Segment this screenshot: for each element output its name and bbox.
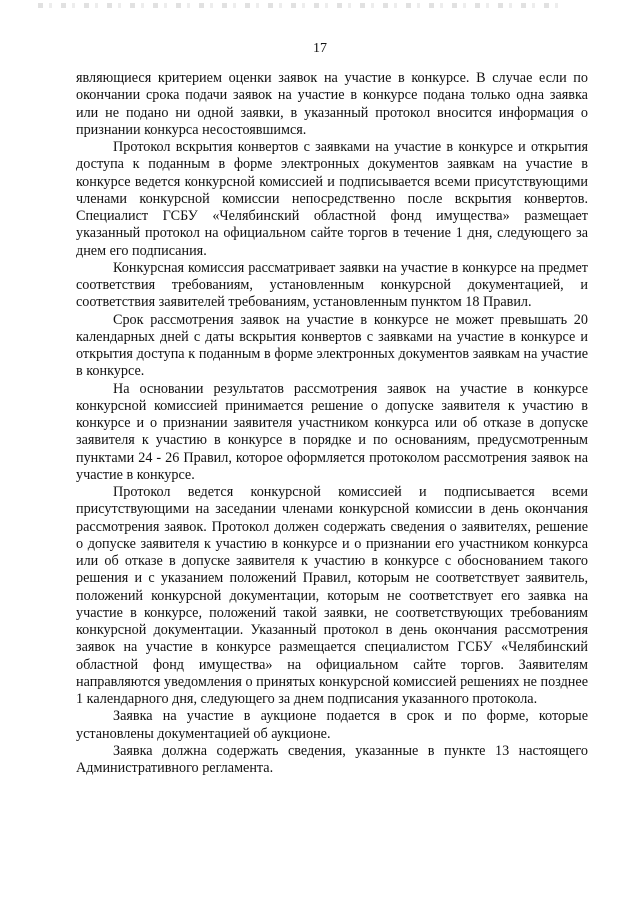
paragraph: Протокол ведется конкурсной комиссией и подписывается всеми присутствующими на заседании членами конкурсной комиссии в день окончания рассмотрения заявок. Протокол должен содержать сведения о заявителях, решение о допуске заявителя к участию в конкурсе и о признании его участником конкурса или об отказе в допуске заявителя к участию в конкурсе с обоснованием такого решения и с указанием положений Правил, которым не соответствует заявитель, положений конкурсной документации, которым не соответствует его заявка на участие в конкурсе, положений такой заявки, не соответствующих требованиям конкурсной документации. Указанный протокол в день окончания рассмотрения заявок на участие в конкурсе размещается специалистом ГСБУ «Челябинский областной фонд имущества» на официальном сайте торгов. Заявителям направляются уведомления о принятых конкурсной комиссией решениях не позднее 1 календарного дня, следующего за днем подписания указанного протокола. (76, 484, 588, 707)
paragraph: Заявка должна содержать сведения, указанные в пункте 13 настоящего Административного регламента. (76, 742, 588, 776)
scan-header-artifact (38, 3, 558, 8)
document-body (76, 70, 588, 777)
page-number: 17 (313, 41, 327, 56)
paragraph: На основании результатов рассмотрения заявок на участие в конкурсе конкурсной комиссией принимается решение о допуске заявителя к участию в конкурсе и о признании заявителя участником конкурса или об отказе в допуске заявителя к участию в конкурсе в порядке и по основаниям, предусмотренным пунктами 24 - 26 Правил, которое оформляется протоколом рассмотрения заявок на участие в конкурсе. (76, 380, 588, 483)
paragraph: являющиеся критерием оценки заявок на участие в конкурсе. В случае если по окончании срока подачи заявок на участие в конкурсе подана только одна заявка или не подано ни одной заявки, в указанный протокол вносится информация о признании конкурса несостоявшимся. (76, 70, 588, 138)
paragraph: Заявка на участие в аукционе подается в срок и по форме, которые установлены документацией об аукционе. (76, 708, 588, 742)
paragraph: Конкурсная комиссия рассматривает заявки на участие в конкурсе на предмет соответствия требованиям, установленным конкурсной документацией, и соответствия заявителей требованиям, установленным пунктом 18 Правил. (76, 259, 588, 311)
paragraph: Протокол вскрытия конвертов с заявками на участие в конкурсе и открытия доступа к поданным в форме электронных документов заявкам на участие в конкурсе ведется конкурсной комиссией и подписывается всеми присутствующими членами конкурсной комиссии непосредственно после вскрытия конвертов. Специалист ГСБУ «Челябинский областной фонд имущества» размещает указанный протокол на официальном сайте торгов в течение 1 дня, следующего за днем его подписания. (76, 139, 588, 259)
paragraph: Срок рассмотрения заявок на участие в конкурсе не может превышать 20 календарных дней с даты вскрытия конвертов с заявками на участие в конкурсе и открытия доступа к поданным в форме электронных документов заявкам на участие в конкурсе. (76, 311, 588, 380)
